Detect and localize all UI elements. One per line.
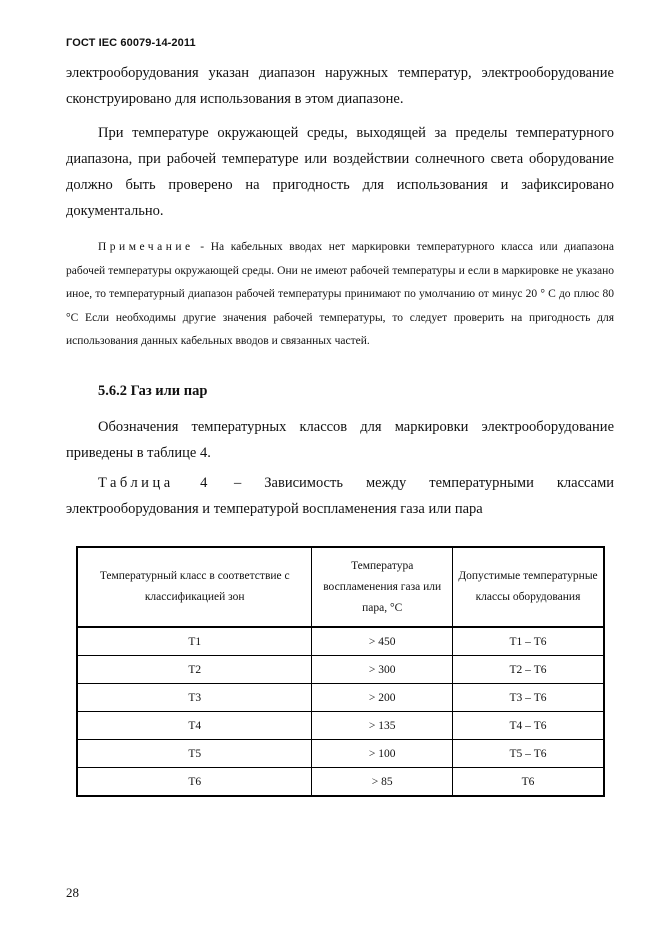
table-cell-class: Т6 <box>77 768 312 797</box>
table-cell-ignition-temp: > 450 <box>312 627 453 656</box>
table-caption-label: Таблица 4 <box>98 475 211 491</box>
table-cell-allowed-classes: Т6 <box>452 768 604 797</box>
table-cell-allowed-classes: Т5 – Т6 <box>452 740 604 768</box>
paragraph-continuation: электрооборудования указан диапазон наружных температур, электрооборудование сконструировано для использования в этом диапазоне. <box>66 65 614 107</box>
table-cell-allowed-classes: Т2 – Т6 <box>452 656 604 684</box>
table-header-row <box>77 547 604 627</box>
table-row <box>77 740 604 768</box>
table-caption-text: – Зависимость между температурными классами электрооборудования и температурой воспламенения газа или пара <box>66 475 615 517</box>
table-row <box>77 627 604 656</box>
table-header-allowed-classes: Допустимые температурные классы оборудования <box>452 547 604 627</box>
table-cell-allowed-classes: Т3 – Т6 <box>452 684 604 712</box>
table-cell-ignition-temp: > 85 <box>312 768 453 797</box>
table-cell-allowed-classes: Т1 – Т6 <box>452 627 604 656</box>
note-dash: - <box>193 241 211 253</box>
note-block <box>66 236 614 354</box>
table-cell-class: Т5 <box>77 740 312 768</box>
table-cell-class: Т3 <box>77 684 312 712</box>
table-row <box>77 768 604 797</box>
table-cell-class: Т4 <box>77 712 312 740</box>
paragraph-designations: Обозначения температурных классов для маркировки электрооборудование приведены в таблице 4. <box>66 419 614 461</box>
table-header-class: Температурный класс в соответствие с классификацией зон <box>77 547 312 627</box>
table-row <box>77 712 604 740</box>
table-row <box>77 656 604 684</box>
temperature-class-table <box>76 546 605 797</box>
table-header-ignition-temp: Температура воспламенения газа или пара, °С <box>312 547 453 627</box>
table-cell-ignition-temp: > 300 <box>312 656 453 684</box>
table-caption <box>66 470 614 522</box>
note-text: На кабельных вводах нет маркировки температурного класса или диапазона рабочей температуры окружающей среды. Они не имеют рабочей температуры и если в маркировке не указано иное, то температурный диапазон рабочей температуры принимают по умолчанию от минус 20 ° С до плюс 80 °С Если необходимы другие значения рабочей температуры, то следует проверить на пригодность для использования данных кабельных вводов и связанных частей. <box>66 241 614 348</box>
section-heading: 5.6.2 Газ или пар <box>98 383 208 399</box>
document-header: ГОСТ IEC 60079-14-2011 <box>66 37 196 49</box>
table-cell-class: Т2 <box>77 656 312 684</box>
table-cell-ignition-temp: > 200 <box>312 684 453 712</box>
table-cell-allowed-classes: Т4 – Т6 <box>452 712 604 740</box>
table-cell-ignition-temp: > 135 <box>312 712 453 740</box>
table-cell-class: Т1 <box>77 627 312 656</box>
paragraph-temperature-range: При температуре окружающей среды, выходящей за пределы температурного диапазона, при рабочей температуре или воздействии солнечного света оборудование должно быть проверено на пригодность для использования и зафиксировано документально. <box>66 125 614 219</box>
table-row <box>77 684 604 712</box>
note-label: Примечание <box>98 241 194 253</box>
page-number: 28 <box>66 885 79 900</box>
table-cell-ignition-temp: > 100 <box>312 740 453 768</box>
